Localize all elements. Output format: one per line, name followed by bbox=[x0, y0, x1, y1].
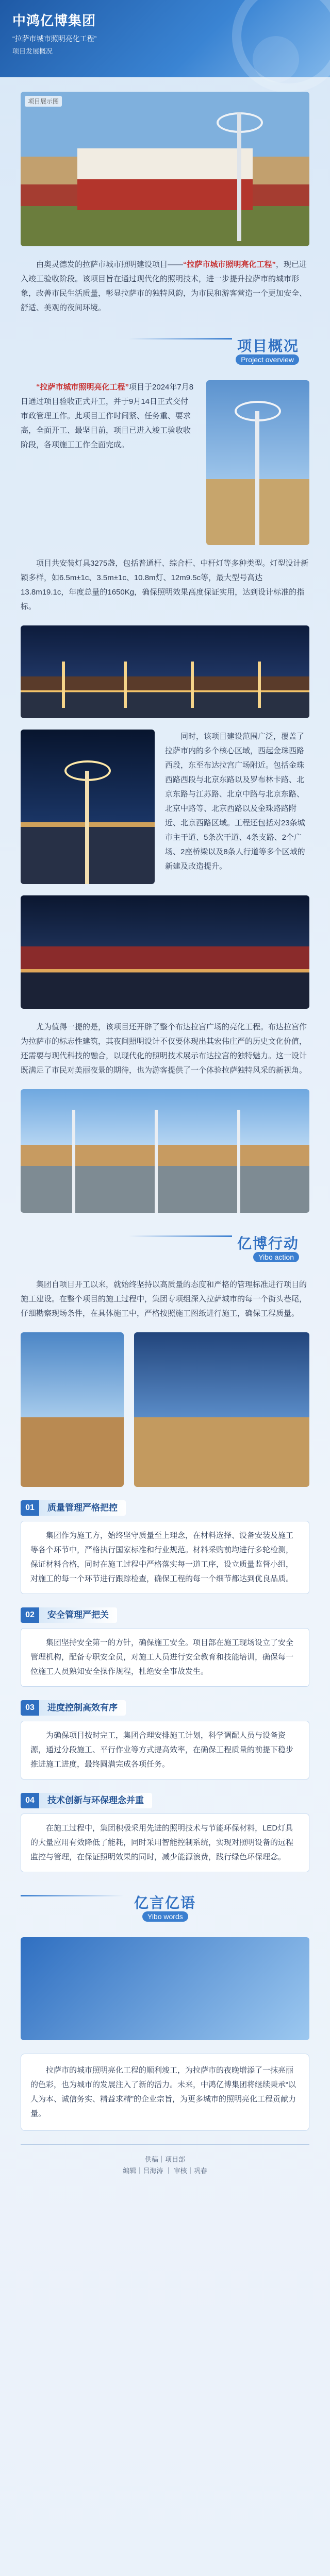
section-title-words bbox=[21, 1890, 309, 1926]
overview-text: 项目于2024年7月8日通过项目验收正式开工，并于9月14日正式交付市政管理工作。此项目工作时间紧、任务重、要求高，全面开工、最坚目前，项目已进入竣工验收收阶段，各项施工工作全面完成。 bbox=[21, 383, 194, 449]
potala-palace-photo bbox=[21, 92, 309, 246]
card-title: 质量管理严格把控 bbox=[39, 1500, 126, 1516]
intro-highlight: “拉萨市城市照明亮化工程” bbox=[183, 260, 276, 269]
section-title-en: Yibo action bbox=[253, 1252, 299, 1262]
card-body: 在施工过程中，集团积极采用先进的照明技术与节能环保材料，LED灯具的大量应用有效降低了能耗，同时采用智能控制系统，实现对照明设备的远程监控与管理，在保证照明效果的同时，减少能源浪费，践行绿色环保理念。 bbox=[21, 1814, 309, 1872]
project-photo bbox=[134, 1332, 309, 1487]
overview-paragraph-4: 尤为值得一提的是，该项目还开辟了整个布达拉宫广场的亮化工程。布达拉宫作为拉萨市的标志性建筑，其夜间照明设计不仅要体现出其宏伟庄严的历史文化价值，还需要与现代科技的融合，以现代化的照明技术展示布达拉宫的独特魅力。这一设计既满足了市民对美丽夜景的期待，也为游客提供了一个体验拉萨独特风采的新视角。 bbox=[21, 1023, 307, 1075]
potala-night-photo bbox=[21, 895, 309, 1009]
intro-text-b: ，现已进入竣工验收阶段。该项目旨在通过现代化的照明技术，进一步提升拉萨市的城市形象，改善市民生活质量，彰显拉萨市的独特风韵，为市民和游客营造一个更加安全、舒适、美观的夜间环境。 bbox=[21, 260, 307, 312]
credits-line: 供稿｜项目部 bbox=[144, 2156, 185, 2163]
action-card bbox=[21, 1500, 309, 1594]
light-glow bbox=[258, 662, 261, 708]
section-title-cn: 项目概况 bbox=[237, 338, 299, 354]
section-title-en: Yibo words bbox=[142, 1911, 188, 1922]
lamp-pole bbox=[72, 1110, 75, 1213]
card-number: 04 bbox=[21, 1793, 39, 1808]
project-photo bbox=[21, 1332, 124, 1487]
card-body: 集团坚持安全第一的方针，确保施工安全。项目部在施工现场设立了安全管理机构，配备专职安全员，对施工人员进行安全教育和技能培训，确保每一位施工人员熟知安全操作规程，杜绝安全事故发生。 bbox=[21, 1628, 309, 1687]
action-card bbox=[21, 1793, 309, 1872]
section-title-action bbox=[21, 1230, 309, 1266]
credits-line: 编辑｜吕海涛 ｜ 审核｜巩春 bbox=[123, 2167, 207, 2175]
card-title: 进度控制高效有序 bbox=[39, 1700, 126, 1716]
lamp-pole bbox=[237, 1110, 240, 1213]
lamp-pole bbox=[237, 112, 241, 241]
title-bar bbox=[129, 1235, 232, 1237]
photo-label: 项目展示图 bbox=[25, 96, 62, 107]
card-number: 01 bbox=[21, 1500, 39, 1516]
overview-paragraph-3: 同时，该项目建设范围广泛，覆盖了拉萨市内的多个核心区域，西起金珠西路西段，东至布达拉宫广场附近。包括金珠西路西段与北京东路以及罗布林卡路、北京东路与江苏路、北京中路与北京东路、北京中路等、北京西路以及金珠路路附近、北京西路区域。工程还包括对23条城市主干道、5条次干道、4条支路、2个广场、2座桥梁以及8条人行道等多个区域的新建及改造提升。 bbox=[165, 732, 305, 871]
overview-highlight: “拉萨市城市照明亮化工程” bbox=[36, 383, 129, 392]
lamp-pole bbox=[85, 771, 89, 884]
action-card-list bbox=[21, 1500, 309, 1872]
card-title: 安全管理严把关 bbox=[39, 1607, 117, 1623]
action-intro: 集团自项目开工以来，就始终坚持以高质量的态度和严格的管理标准进行项目的施工建设。在整个项目的施工过程中，集团专项组深入拉萨城市的每一个街头巷尾，仔细勘察现场条件，在具体施工中，严格按照施工图纸进行施工，确保工程质量。 bbox=[21, 1280, 307, 1318]
title-bar bbox=[21, 1895, 124, 1896]
light-glow bbox=[191, 662, 194, 708]
card-title: 技术创新与环保理念并重 bbox=[39, 1793, 152, 1808]
section-title-cn: 亿言亿语 bbox=[134, 1895, 196, 1911]
section-title-en: Project overview bbox=[236, 354, 299, 365]
overview-row-1 bbox=[21, 380, 309, 545]
company-banner-photo bbox=[21, 1937, 309, 2040]
divider bbox=[21, 2144, 309, 2145]
section-title-cn: 亿博行动 bbox=[237, 1235, 299, 1251]
title-bar bbox=[129, 338, 232, 340]
intro-text-a: 由奥灵德发的拉萨市城市照明建设项目—— bbox=[36, 260, 184, 269]
action-card bbox=[21, 1607, 309, 1687]
overview-paragraph-2: 项目共安装灯具3275盏，包括普通杆、综合杆、中杆灯等多种类型。灯型设计新颖多样，如6.5m±1c、3.5m±1c、10.8m灯、12m9.5c等，最大型号高达13.8m19.1c，年度总量的1650Kg，确保照明效果高度保证实用，达到设计标准的指标。 bbox=[21, 559, 309, 611]
intro-paragraph bbox=[21, 258, 309, 315]
lamp-pole bbox=[155, 1110, 158, 1213]
header-banner bbox=[0, 0, 330, 77]
street-lamps-day-photo bbox=[21, 1089, 309, 1213]
overview-row-2 bbox=[21, 730, 309, 884]
section-title-overview bbox=[21, 333, 309, 369]
header-subtitle: 项目发展概况 bbox=[12, 47, 53, 55]
credits bbox=[21, 2154, 309, 2177]
header-tagline: “拉萨市城市照明亮化工程” bbox=[12, 35, 97, 43]
palace-building bbox=[77, 148, 253, 210]
night-street-photo bbox=[21, 625, 309, 718]
card-number: 02 bbox=[21, 1607, 39, 1623]
company-quote: 拉萨市的城市照明亮化工程的顺利竣工，为拉萨市的夜晚增添了一抹亮丽的色彩，也为城市的发展注入了新的活力。未来，中鸿亿博集团将继续秉承“以人为本、诚信务实、精益求精”的企业宗旨，为更多城市的照明亮化工程贡献力量。 bbox=[21, 2054, 309, 2131]
street-lamp-day-photo bbox=[206, 380, 309, 545]
action-photos bbox=[21, 1332, 309, 1487]
overview-paragraph-1 bbox=[21, 380, 196, 452]
card-body: 集团作为施工方，始终坚守质量至上理念，在材料选择、设备安装及施工等各个环节中，严格执行国家标准和行业规范。材料采购前均进行多轮检测，保证材料合格，同时在施工过程中严格落实每一道工序，设立质量监督小组，对施工的每一个环节进行跟踪检查，确保工程的每一个细节都达到优良品质。 bbox=[21, 1521, 309, 1594]
night-lamp-photo bbox=[21, 730, 155, 884]
card-body: 为确保项目按时完工，集团合理安排施工计划，科学调配人员与设备资源，通过分段施工、平行作业等方式提高效率，在确保工程质量的前提下稳步推进施工进度，最终圆满完成各项任务。 bbox=[21, 1721, 309, 1780]
light-glow bbox=[62, 662, 65, 708]
light-glow bbox=[124, 662, 127, 708]
card-number: 03 bbox=[21, 1700, 39, 1716]
action-card bbox=[21, 1700, 309, 1780]
lamp-pole bbox=[255, 411, 259, 545]
brand-name: 中鸿亿博集团 bbox=[12, 13, 96, 28]
